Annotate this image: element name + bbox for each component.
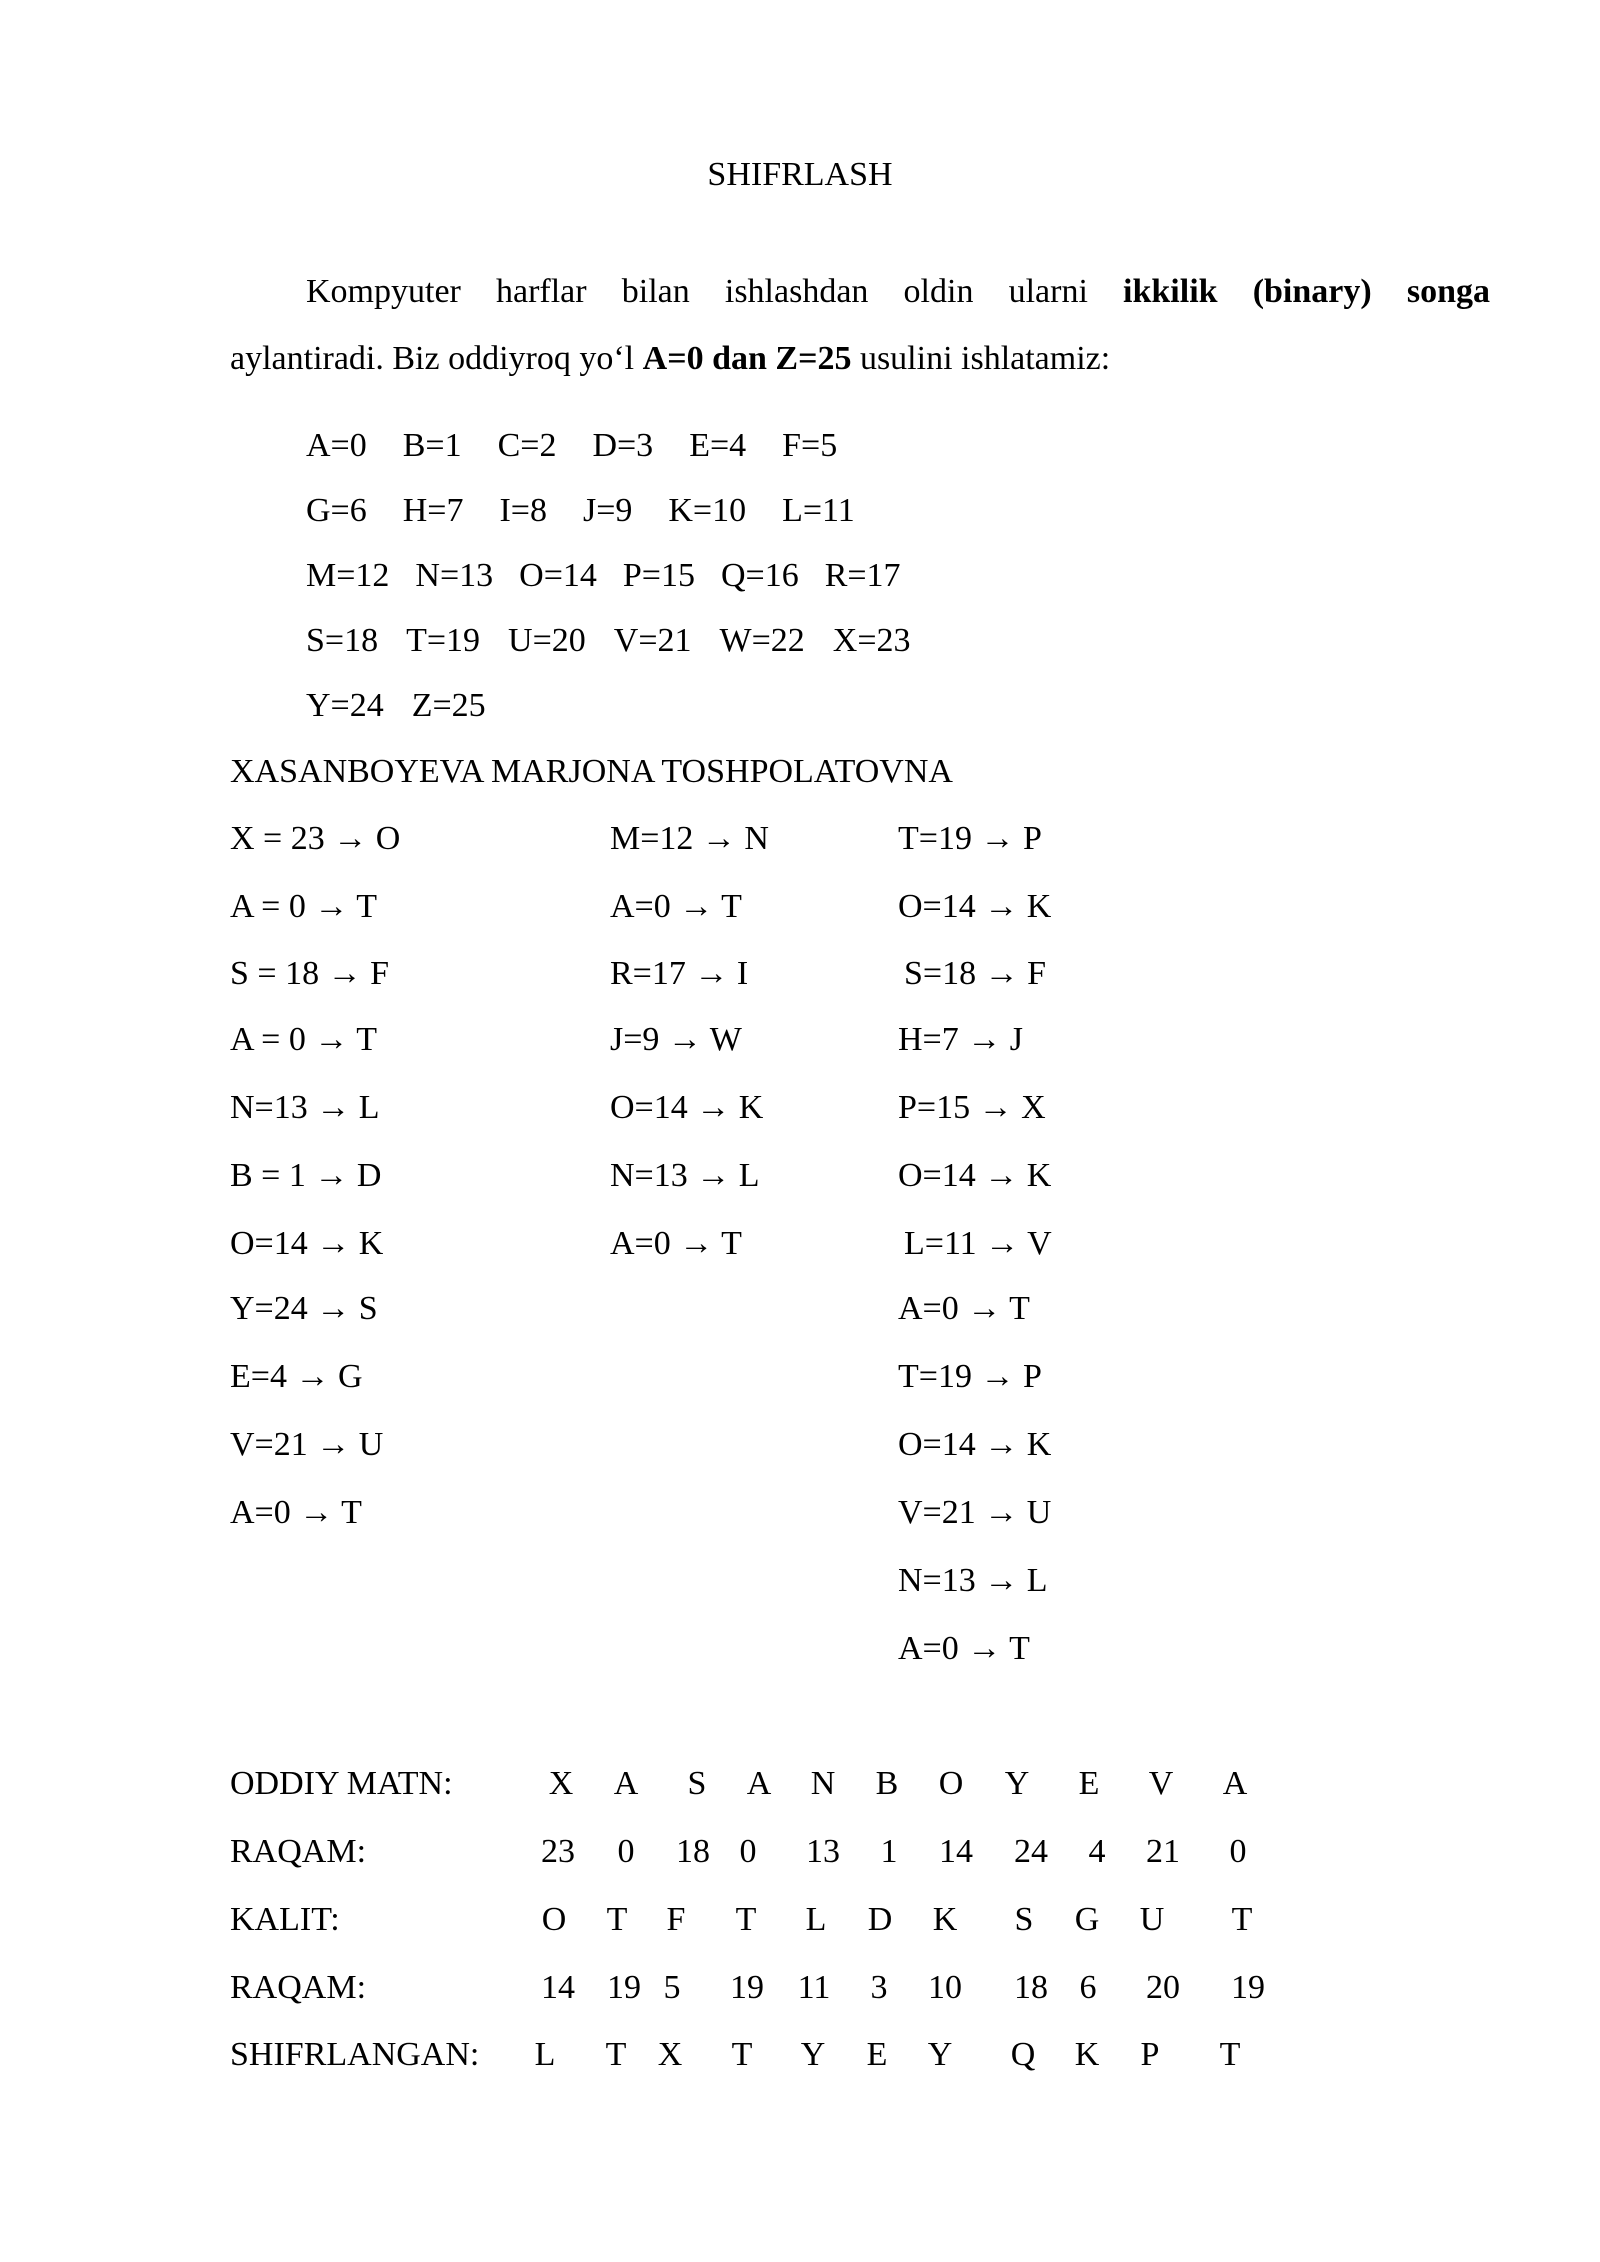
mapping-item: H=7 → J (898, 1021, 1023, 1058)
page-title: SHIFRLASH (707, 156, 893, 193)
ciphertext-row-cell: Q (1010, 2036, 1036, 2073)
key-row-cell: D (867, 1901, 893, 1938)
plaintext-row-cell: O (938, 1765, 964, 1802)
mapping-item: V=21 → U (898, 1494, 1052, 1531)
mapping-item: A = 0 → T (230, 888, 378, 925)
table-row-label: SHIFRLANGAN: (230, 2036, 480, 2073)
key-row-cell: L (805, 1901, 827, 1938)
plaintext-row-cell: V (1148, 1765, 1174, 1802)
ciphertext-row-cell: Y (927, 2036, 953, 2073)
mapping-item: T=19 → P (898, 1358, 1042, 1395)
key-row-cell: F (666, 1901, 686, 1938)
mapping-item: A=0 → T (230, 1494, 362, 1531)
ciphertext-row-cell: T (1219, 2036, 1241, 2073)
mapping-item: A=0 → T (610, 888, 742, 925)
mapping-item: O=14 → K (898, 1426, 1052, 1463)
table-row-label: RAQAM: (230, 1833, 367, 1870)
plain-number-row-cell: 18 (676, 1833, 710, 1870)
key-row-cell: T (606, 1901, 628, 1938)
ciphertext-row-cell: E (866, 2036, 888, 2073)
alphabet-row: S=18 T=19 U=20 V=21 W=22 X=23 (306, 622, 911, 659)
key-row-cell: T (1231, 1901, 1253, 1938)
mapping-item: O=14 → K (230, 1225, 384, 1262)
ciphertext-row-cell: X (657, 2036, 683, 2073)
mapping-item: E=4 → G (230, 1358, 363, 1395)
mapping-item: B = 1 → D (230, 1157, 382, 1194)
intro-line-1: Kompyuter harflar bilan ishlashdan oldin ularni ikkilik (binary) songa (306, 273, 1490, 310)
intro-bold-range: A=0 dan Z=25 (642, 340, 852, 377)
plain-number-row-cell: 24 (1014, 1833, 1048, 1870)
ciphertext-row-cell: Y (800, 2036, 826, 2073)
table-row-label: KALIT: (230, 1901, 340, 1938)
alphabet-row: G=6 H=7 I=8 J=9 K=10 L=11 (306, 492, 855, 529)
mapping-item: N=13 → L (610, 1157, 760, 1194)
plaintext-row-cell: Y (1004, 1765, 1030, 1802)
key-row-cell: K (932, 1901, 958, 1938)
mapping-item: A=0 → T (898, 1630, 1030, 1667)
mapping-item: O=14 → K (610, 1089, 764, 1126)
plain-number-row-cell: 14 (939, 1833, 973, 1870)
mapping-item: R=17 → I (610, 955, 749, 992)
mapping-item: N=13 → L (230, 1089, 380, 1126)
plain-number-row-cell: 13 (806, 1833, 840, 1870)
plain-number-row-cell: 0 (1229, 1833, 1247, 1870)
ciphertext-row-cell: T (731, 2036, 753, 2073)
plain-number-row-cell: 0 (739, 1833, 757, 1870)
mapping-item: O=14 → K (898, 888, 1052, 925)
mapping-item: N=13 → L (898, 1562, 1048, 1599)
alphabet-row: A=0 B=1 C=2 D=3 E=4 F=5 (306, 427, 838, 464)
plaintext-row-cell: X (548, 1765, 574, 1802)
key-number-row-cell: 19 (730, 1969, 764, 2006)
ciphertext-row-cell: K (1074, 2036, 1100, 2073)
plaintext-row-cell: B (875, 1765, 899, 1802)
mapping-item: A=0 → T (898, 1290, 1030, 1327)
mapping-item: J=9 → W (610, 1021, 742, 1058)
mapping-item: O=14 → K (898, 1157, 1052, 1194)
ciphertext-row-cell: P (1140, 2036, 1160, 2073)
key-row-cell: U (1139, 1901, 1165, 1938)
plaintext-row-cell: A (613, 1765, 639, 1802)
key-number-row-cell: 19 (607, 1969, 641, 2006)
mapping-item: Y=24 → S (230, 1290, 378, 1327)
intro-paragraph (230, 258, 1490, 392)
plaintext-row-cell: A (746, 1765, 772, 1802)
key-number-row-cell: 18 (1014, 1969, 1048, 2006)
mapping-item: V=21 → U (230, 1426, 384, 1463)
plaintext-row-cell: E (1078, 1765, 1100, 1802)
plain-number-row-cell: 4 (1088, 1833, 1106, 1870)
key-row-cell: S (1014, 1901, 1034, 1938)
key-number-row-cell: 19 (1231, 1969, 1265, 2006)
mapping-item: L=11 → V (904, 1225, 1052, 1262)
plaintext-row-cell: S (687, 1765, 707, 1802)
key-number-row-cell: 10 (928, 1969, 962, 2006)
plain-number-row-cell: 1 (880, 1833, 898, 1870)
mapping-item: A=0 → T (610, 1225, 742, 1262)
plain-number-row-cell: 0 (617, 1833, 635, 1870)
key-number-row-cell: 14 (541, 1969, 575, 2006)
plaintext-row-cell: A (1222, 1765, 1248, 1802)
plain-number-row-cell: 21 (1146, 1833, 1180, 1870)
key-number-row-cell: 5 (663, 1969, 681, 2006)
alphabet-row: Y=24 Z=25 (306, 687, 486, 724)
table-row-label: RAQAM: (230, 1969, 367, 2006)
mapping-item: X = 23 → O (230, 820, 401, 857)
mapping-item: A = 0 → T (230, 1021, 378, 1058)
key-number-row-cell: 20 (1146, 1969, 1180, 2006)
ciphertext-row-cell: T (605, 2036, 627, 2073)
ciphertext-row-cell: L (534, 2036, 556, 2073)
table-row-label: ODDIY MATN: (230, 1765, 453, 1802)
mapping-item: S=18 → F (904, 955, 1046, 992)
key-row-cell: G (1074, 1901, 1100, 1938)
mapping-item: P=15 → X (898, 1089, 1046, 1126)
mapping-item: T=19 → P (898, 820, 1042, 857)
mapping-item: M=12 → N (610, 820, 769, 857)
key-row-cell: O (541, 1901, 567, 1938)
alphabet-row: M=12 N=13 O=14 P=15 Q=16 R=17 (306, 557, 901, 594)
plain-number-row-cell: 23 (541, 1833, 575, 1870)
student-name: XASANBOYEVA MARJONA TOSHPOLATOVNA (230, 753, 953, 790)
mapping-item: S = 18 → F (230, 955, 389, 992)
key-number-row-cell: 3 (870, 1969, 888, 2006)
plaintext-row-cell: N (810, 1765, 836, 1802)
intro-line-2: aylantiradi. Biz oddiyroq yo‘l A=0 dan Z=25 usulini ishlatamiz: (230, 340, 1111, 377)
key-number-row-cell: 11 (797, 1969, 831, 2006)
key-number-row-cell: 6 (1079, 1969, 1097, 2006)
key-row-cell: T (735, 1901, 757, 1938)
intro-bold-binary: ikkilik (binary) songa (1123, 273, 1490, 310)
